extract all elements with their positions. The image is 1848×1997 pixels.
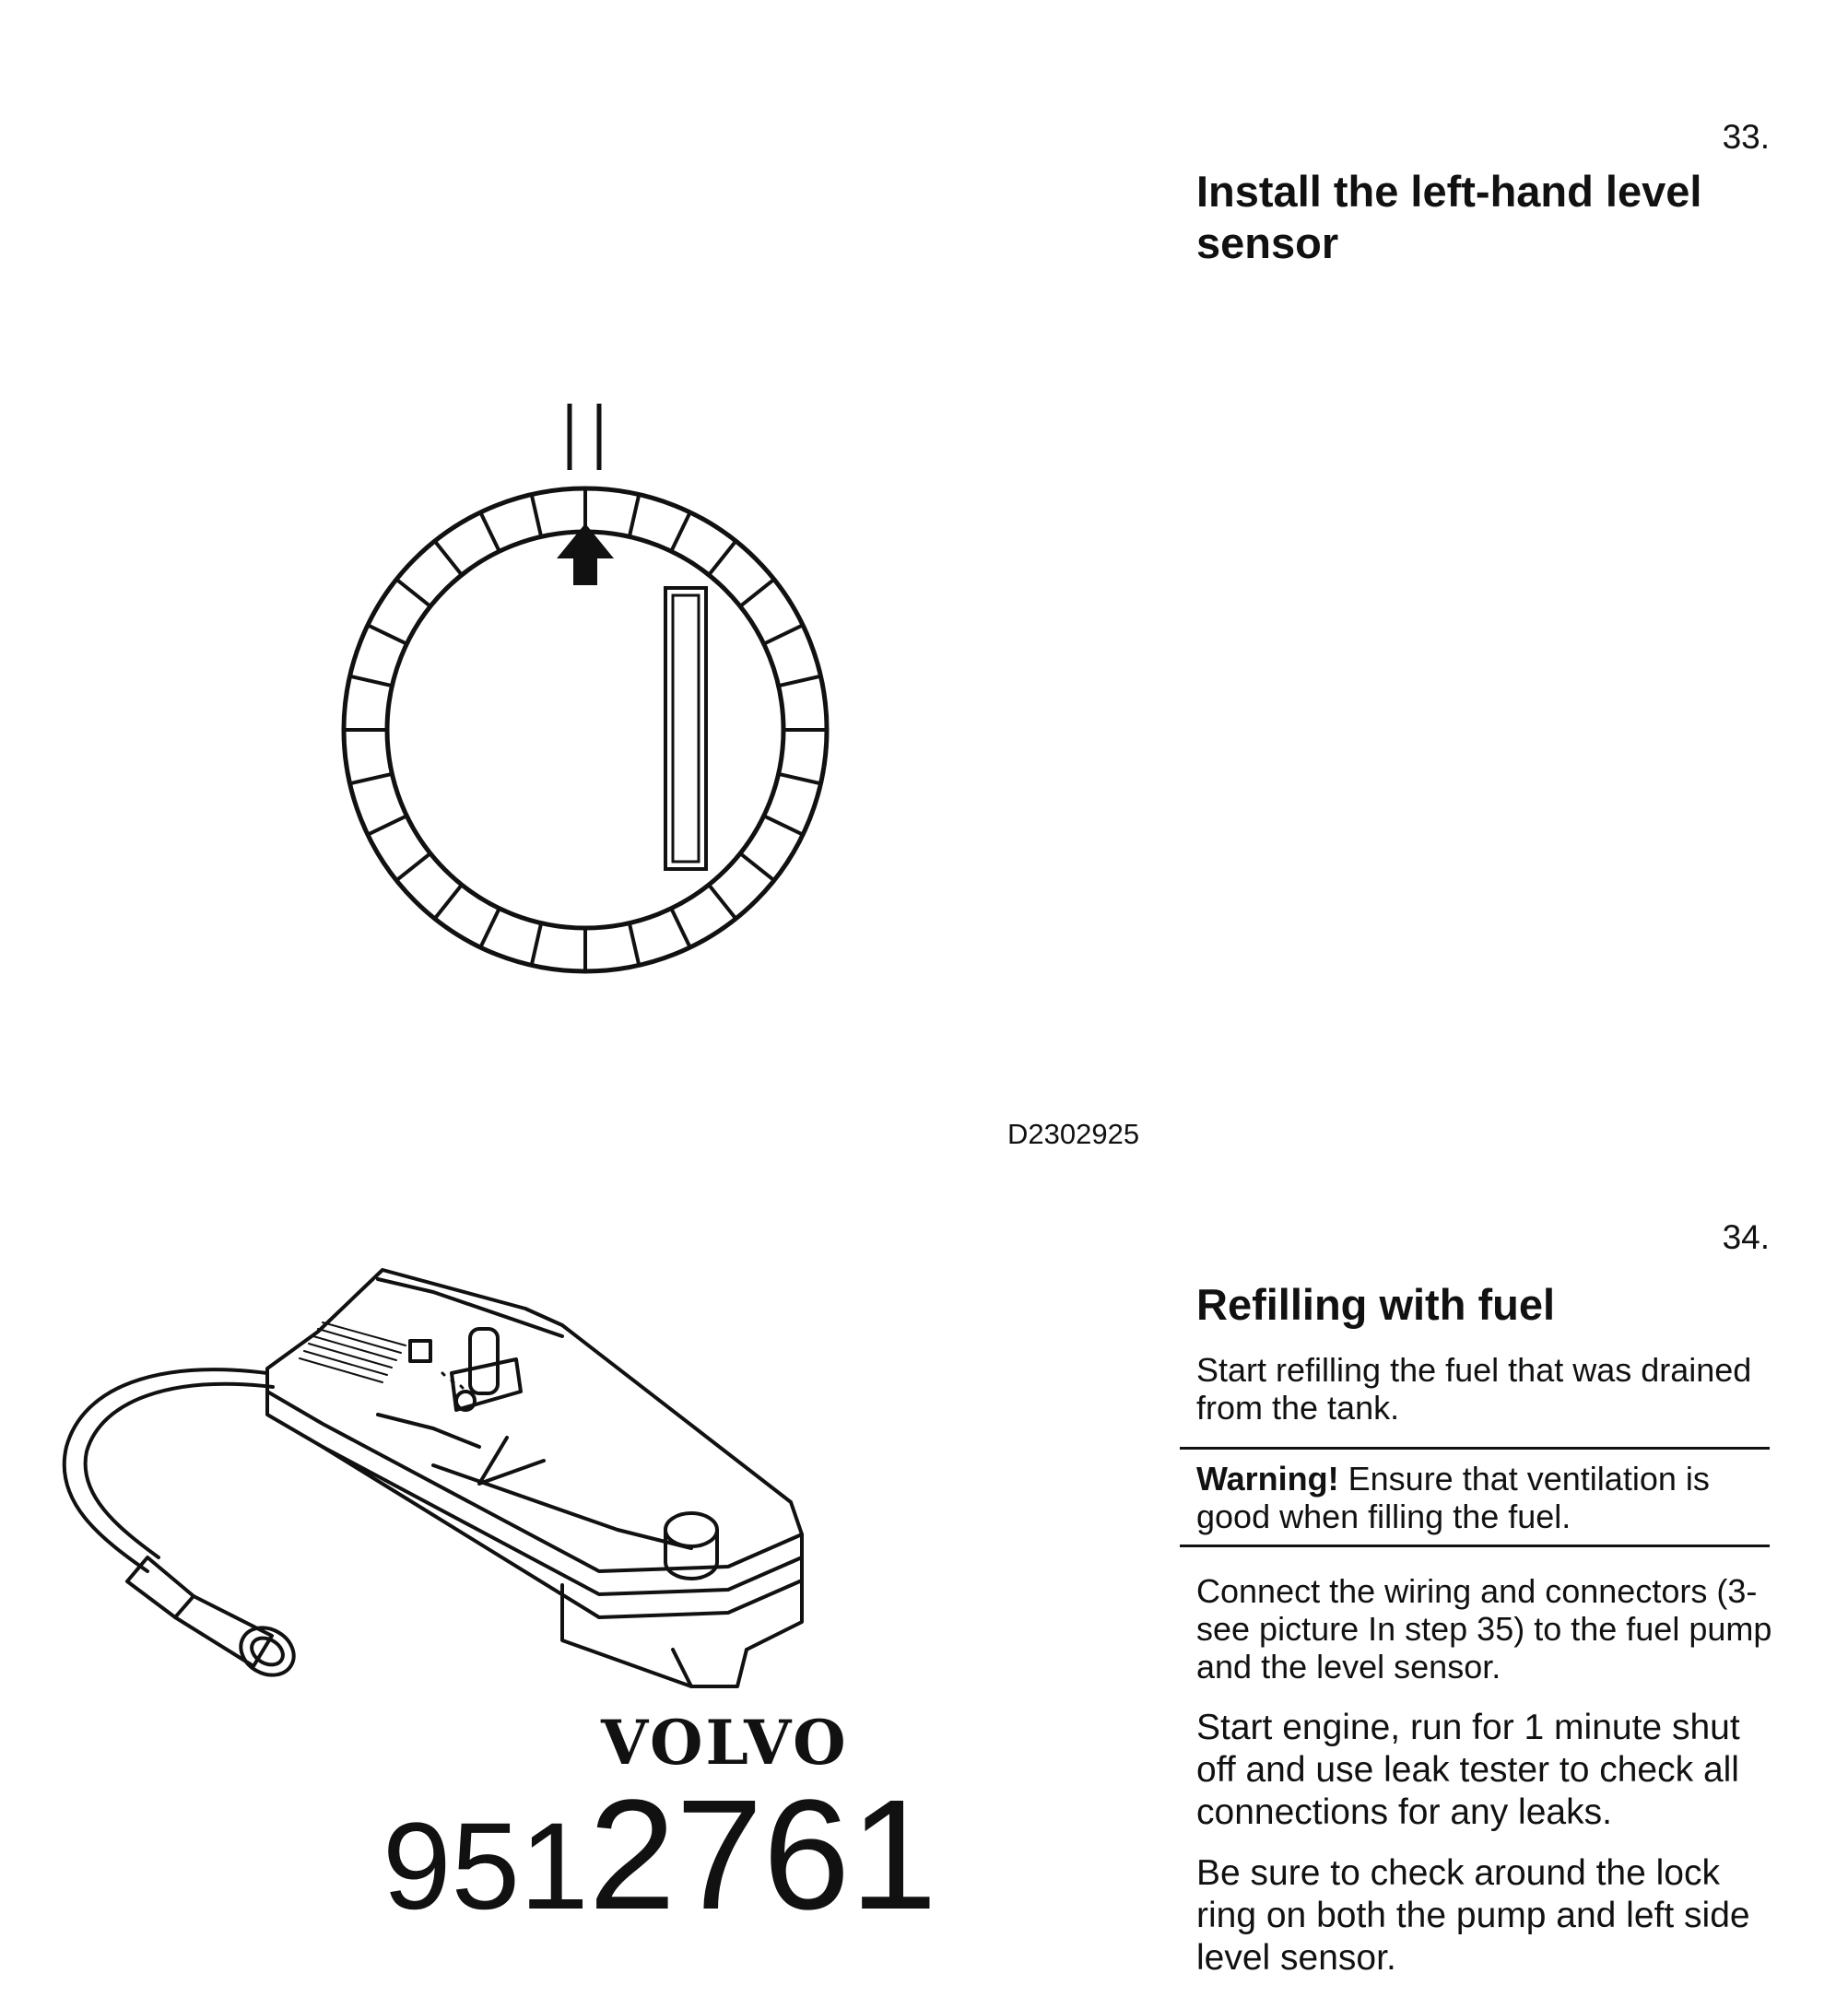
- leak-tester-icon: [46, 1253, 876, 1769]
- step-34-number: 34.: [1722, 1218, 1770, 1256]
- warning-text: Ensure that ventilation is good when filling the fuel.: [1196, 1460, 1710, 1535]
- step-33-number: 33.: [1722, 118, 1770, 156]
- lock-ring-figure: [332, 387, 830, 995]
- warning-bottom-divider: [1180, 1545, 1770, 1547]
- figure-code: D2302925: [1007, 1118, 1140, 1150]
- connect-instruction: Connect the wiring and connectors (3-see picture In step 35) to the fuel pump and the level sensor.: [1196, 1572, 1772, 1686]
- engine-instruction: Start engine, run for 1 minute shut off and use leak tester to check all connections for any leaks.: [1196, 1708, 1740, 1832]
- step-33-title: Install the left-hand level sensor: [1196, 167, 1702, 267]
- tool-part-number: [383, 1765, 937, 1945]
- warning-top-divider: [1180, 1447, 1770, 1450]
- refill-intro: Start refilling the fuel that was drained from the tank.: [1196, 1351, 1752, 1427]
- volvo-logo: VOLVO: [601, 1707, 849, 1779]
- step-34-title: Refilling with fuel: [1196, 1280, 1556, 1329]
- warning-block: [1196, 1460, 1786, 1535]
- part-number-suffix: 2761: [588, 1768, 937, 1943]
- fuel-pump-lock-ring-icon: [332, 387, 830, 995]
- leak-tester-figure: [46, 1253, 876, 1769]
- alignment-mark-icon: [570, 404, 599, 470]
- check-instruction: Be sure to check around the lock ring on both the pump and left side level sensor.: [1196, 1853, 1750, 1978]
- part-number-prefix: 951: [383, 1798, 589, 1935]
- warning-label: Warning!: [1196, 1460, 1339, 1498]
